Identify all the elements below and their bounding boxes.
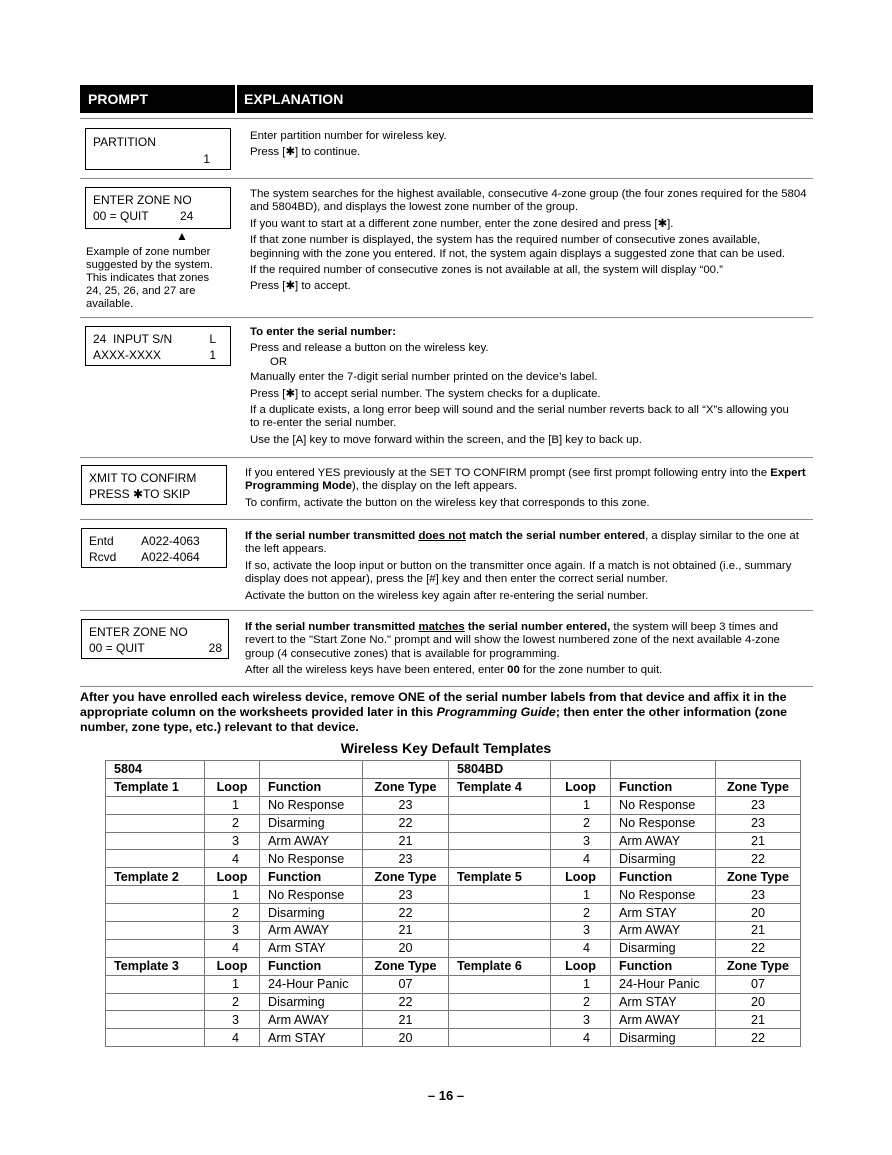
loop-cell: 1 <box>551 886 611 904</box>
zone-type-cell: 23 <box>363 886 449 904</box>
empty-cell <box>106 993 205 1011</box>
zone-type-cell: 22 <box>716 939 801 957</box>
zone-type-cell: 23 <box>716 886 801 904</box>
divider <box>80 519 813 520</box>
template-name: Template 2 <box>106 868 205 886</box>
zone-explanation <box>250 188 810 297</box>
mode-name: Expert Programming Mode <box>245 467 806 493</box>
column-header: Zone Type <box>363 778 449 796</box>
loop-cell: 2 <box>205 993 260 1011</box>
display-line: 00 = QUIT <box>89 641 145 655</box>
mismatch-display <box>81 528 227 568</box>
zone-type-cell: 21 <box>716 832 801 850</box>
up-arrow-icon: ▲ <box>176 229 188 243</box>
table-row <box>106 761 801 779</box>
empty-cell <box>449 939 551 957</box>
explanation-line: for the zone number to quit. <box>519 664 663 677</box>
empty-cell <box>106 1011 205 1029</box>
function-cell: Disarming <box>611 850 716 868</box>
table-row <box>106 1029 801 1047</box>
column-header: Loop <box>205 957 260 975</box>
loop-cell: 2 <box>205 814 260 832</box>
zone-type-cell: 23 <box>716 814 801 832</box>
explanation-line: ), the display on the left appears. <box>351 480 518 493</box>
empty-cell <box>449 850 551 868</box>
function-cell: Arm AWAY <box>260 1011 363 1029</box>
empty-cell <box>449 975 551 993</box>
zone-type-cell: 20 <box>716 904 801 922</box>
loop-cell: 1 <box>205 796 260 814</box>
explanation-line: If a duplicate exists, a long error beep will sound and the serial number reverts back to all “X”s allowing you to re-enter the serial number. <box>250 404 789 430</box>
function-cell: No Response <box>611 886 716 904</box>
explanation-line: If the required number of consecutive zones is not available at all, the system will display “00.” <box>250 264 723 277</box>
explanation-line: Press [✱] to accept. <box>250 280 351 293</box>
table-row <box>106 975 801 993</box>
function-cell: No Response <box>260 796 363 814</box>
zone-type-cell: 21 <box>716 922 801 940</box>
zone-type-cell: 20 <box>363 939 449 957</box>
zone-example-note: Example of zone number suggested by the system. This indicates that zones 24, 25, 26, and 27 are available. <box>86 246 213 310</box>
table-row <box>106 904 801 922</box>
table-row <box>106 850 801 868</box>
empty-cell <box>611 761 716 779</box>
explanation-line: Press [✱] to continue. <box>250 146 361 159</box>
empty-cell <box>106 796 205 814</box>
empty-cell <box>449 832 551 850</box>
explanation-line: Use the [A] key to move forward within the screen, and the [B] key to back up. <box>250 433 642 446</box>
match-display <box>81 619 229 659</box>
explanation-line: If you want to start at a different zone number, enter the zone desired and press [✱]. <box>250 217 674 230</box>
explanation-line: the system will beep 3 times and revert to the "Start Zone No." prompt and will show the lowest numbered zone of the next available 4-zone group (4 consecutive zones) that is available for programming. <box>245 621 780 660</box>
empty-cell <box>449 1011 551 1029</box>
empty-cell <box>106 922 205 940</box>
function-cell: Arm AWAY <box>611 1011 716 1029</box>
empty-cell <box>449 904 551 922</box>
model-header: 5804BD <box>449 761 551 779</box>
loop-cell: 4 <box>205 850 260 868</box>
partition-display <box>85 128 231 170</box>
empty-cell <box>551 761 611 779</box>
zone-type-cell: 21 <box>716 1011 801 1029</box>
zone-type-cell: 07 <box>716 975 801 993</box>
zone-type-cell: 21 <box>363 922 449 940</box>
column-header: Zone Type <box>716 868 801 886</box>
display-value: A022-4063 <box>141 534 200 548</box>
empty-cell <box>106 1029 205 1047</box>
empty-cell <box>106 850 205 868</box>
explanation-line: the serial number entered, <box>464 621 611 633</box>
explanation-line: If so, activate the loop input or button on the transmitter once again. If a match is not obtained (i.e., summary display does not appear), press the [#] key and then enter the correct serial number. <box>245 559 792 586</box>
explanation-line: , a display similar to the one at the left appears. <box>245 530 799 556</box>
empty-cell <box>363 761 449 779</box>
function-cell: Disarming <box>611 1029 716 1047</box>
table-row <box>106 922 801 940</box>
display-line: 24 INPUT S/N <box>93 332 173 346</box>
explanation-line: Press [✱] to accept serial number. The system checks for a duplicate. <box>250 387 601 400</box>
model-header: 5804 <box>106 761 205 779</box>
column-header: Loop <box>551 868 611 886</box>
zone-type-cell: 22 <box>716 1029 801 1047</box>
table-row <box>106 814 801 832</box>
quit-code: 00 <box>507 664 520 677</box>
explanation-line: The system searches for the highest available, consecutive 4-zone group (the four zones required for the 5804 and 5804BD), and displays the lowest zone number of the group. <box>250 188 807 214</box>
divider <box>80 610 813 611</box>
divider <box>80 118 813 119</box>
function-cell: 24-Hour Panic <box>611 975 716 993</box>
table-row <box>106 993 801 1011</box>
function-cell: Arm STAY <box>611 993 716 1011</box>
match-explanation <box>245 621 810 681</box>
column-header: Loop <box>551 778 611 796</box>
display-value: 1 <box>209 348 216 362</box>
loop-cell: 3 <box>551 1011 611 1029</box>
explanation-line: Press and release a button on the wireless key. <box>250 342 489 355</box>
explanation-line: If the serial number transmitted <box>245 621 419 633</box>
table-header <box>80 85 813 113</box>
display-line: ENTER ZONE NO <box>89 625 188 639</box>
empty-cell <box>449 922 551 940</box>
table-row <box>106 957 801 975</box>
loop-cell: 1 <box>551 975 611 993</box>
explanation-line: Enter partition number for wireless key. <box>250 130 447 142</box>
table-row <box>106 1011 801 1029</box>
zone-type-cell: 21 <box>363 1011 449 1029</box>
table-row <box>106 939 801 957</box>
emphasis: does not <box>418 530 466 542</box>
page-number: – 16 – <box>427 1088 465 1103</box>
template-name: Template 1 <box>106 778 205 796</box>
display-line: Entd <box>89 534 114 548</box>
function-cell: Disarming <box>260 993 363 1011</box>
partition-explanation <box>250 130 810 163</box>
empty-cell <box>449 1029 551 1047</box>
templates-table <box>105 760 801 1047</box>
loop-cell: 3 <box>551 832 611 850</box>
display-line: Rcvd <box>89 550 117 564</box>
empty-cell <box>260 761 363 779</box>
loop-cell: 2 <box>551 814 611 832</box>
empty-cell <box>449 993 551 1011</box>
zone-type-cell: 21 <box>363 832 449 850</box>
loop-cell: 2 <box>551 993 611 1011</box>
divider <box>80 457 813 458</box>
loop-cell: 1 <box>205 975 260 993</box>
explanation-line: If you entered YES previously at the SET TO CONFIRM prompt (see first prompt following entry into the <box>245 467 771 479</box>
function-cell: Disarming <box>260 904 363 922</box>
display-line: 00 = QUIT <box>93 209 149 223</box>
serial-explanation <box>250 326 810 450</box>
loop-cell: 3 <box>205 832 260 850</box>
guide-title: Programming Guide <box>436 705 556 719</box>
explanation-line: After all the wireless keys have been entered, enter <box>245 664 508 677</box>
zone-type-cell: 07 <box>363 975 449 993</box>
explanation-line: match the serial number entered <box>465 530 646 542</box>
function-cell: Arm AWAY <box>260 922 363 940</box>
function-cell: Arm AWAY <box>260 832 363 850</box>
function-cell: 24-Hour Panic <box>260 975 363 993</box>
display-value: 1 <box>203 152 210 166</box>
function-cell: No Response <box>611 796 716 814</box>
display-value: 24 <box>180 209 194 223</box>
explanation-line: Activate the button on the wireless key again after re-entering the serial number. <box>245 589 649 602</box>
instruction-text: ; then enter the other information (zone number, zone type, etc.) relevant to that device. <box>80 705 788 734</box>
empty-cell <box>716 761 801 779</box>
function-cell: No Response <box>260 850 363 868</box>
table-row <box>106 778 801 796</box>
explanation-heading: To enter the serial number: <box>250 326 396 338</box>
zone-type-cell: 23 <box>363 796 449 814</box>
zone-type-cell: 23 <box>363 850 449 868</box>
zone-type-cell: 20 <box>716 993 801 1011</box>
display-line: AXXX-XXXX <box>93 348 162 362</box>
table-title: Wireless Key Default Templates <box>340 740 552 756</box>
explanation-line: If the serial number transmitted <box>245 530 419 542</box>
loop-cell: 4 <box>551 850 611 868</box>
loop-cell: 4 <box>551 939 611 957</box>
empty-cell <box>449 796 551 814</box>
divider <box>80 317 813 318</box>
column-header: Zone Type <box>716 957 801 975</box>
table-row <box>106 796 801 814</box>
display-line: PARTITION <box>93 135 156 149</box>
loop-cell: 3 <box>551 922 611 940</box>
divider <box>80 686 813 687</box>
emphasis: matches <box>418 621 465 633</box>
template-name: Template 4 <box>449 778 551 796</box>
prompt-column-header: PROMPT <box>88 91 148 107</box>
loop-cell: 1 <box>205 886 260 904</box>
zone-display <box>85 187 231 229</box>
zone-type-cell: 22 <box>363 904 449 922</box>
table-row <box>106 868 801 886</box>
or-label: OR <box>270 355 288 368</box>
empty-cell <box>106 814 205 832</box>
instruction-text: After you have enrolled each wireless device, remove ONE of the serial number labels from that device and affix it in the appropriate column on the worksheets provided later in this <box>80 690 787 719</box>
function-cell: No Response <box>260 886 363 904</box>
explanation-line: Manually enter the 7-digit serial number printed on the device’s label. <box>250 371 598 384</box>
function-cell: Arm AWAY <box>611 922 716 940</box>
loop-cell: 2 <box>551 904 611 922</box>
enrollment-instructions <box>80 690 815 735</box>
empty-cell <box>449 814 551 832</box>
table-row <box>106 832 801 850</box>
explanation-column-header: EXPLANATION <box>244 91 344 107</box>
empty-cell <box>106 886 205 904</box>
display-value: 28 <box>208 641 222 655</box>
function-cell: Arm STAY <box>611 904 716 922</box>
template-name: Template 6 <box>449 957 551 975</box>
display-value: A022-4064 <box>141 550 200 564</box>
loop-cell: 3 <box>205 1011 260 1029</box>
loop-cell: 3 <box>205 922 260 940</box>
function-cell: Disarming <box>611 939 716 957</box>
display-value: L <box>209 332 216 346</box>
column-header: Zone Type <box>363 868 449 886</box>
xmit-display <box>81 465 227 505</box>
empty-cell <box>106 975 205 993</box>
column-header: Function <box>611 778 716 796</box>
empty-cell <box>449 886 551 904</box>
column-header: Function <box>611 868 716 886</box>
empty-cell <box>106 939 205 957</box>
column-header: Loop <box>205 868 260 886</box>
template-name: Template 5 <box>449 868 551 886</box>
column-header: Loop <box>551 957 611 975</box>
empty-cell <box>106 832 205 850</box>
explanation-line: To confirm, activate the button on the wireless key that corresponds to this zone. <box>245 496 650 509</box>
column-header: Function <box>260 957 363 975</box>
template-name: Template 3 <box>106 957 205 975</box>
column-header: Loop <box>205 778 260 796</box>
zone-type-cell: 22 <box>716 850 801 868</box>
empty-cell <box>106 904 205 922</box>
divider <box>80 178 813 179</box>
loop-cell: 4 <box>551 1029 611 1047</box>
display-line: PRESS ✱TO SKIP <box>89 487 191 501</box>
column-header: Zone Type <box>363 957 449 975</box>
mismatch-explanation <box>245 530 810 606</box>
function-cell: Arm STAY <box>260 1029 363 1047</box>
header-divider <box>235 85 237 113</box>
column-header: Zone Type <box>716 778 801 796</box>
function-cell: Arm AWAY <box>611 832 716 850</box>
zone-type-cell: 20 <box>363 1029 449 1047</box>
column-header: Function <box>260 778 363 796</box>
display-line: XMIT TO CONFIRM <box>89 471 197 485</box>
empty-cell <box>205 761 260 779</box>
xmit-explanation <box>245 467 810 513</box>
column-header: Function <box>260 868 363 886</box>
zone-type-cell: 22 <box>363 993 449 1011</box>
column-header: Function <box>611 957 716 975</box>
function-cell: Arm STAY <box>260 939 363 957</box>
table-row <box>106 886 801 904</box>
loop-cell: 4 <box>205 1029 260 1047</box>
loop-cell: 1 <box>551 796 611 814</box>
function-cell: No Response <box>611 814 716 832</box>
function-cell: Disarming <box>260 814 363 832</box>
loop-cell: 2 <box>205 904 260 922</box>
loop-cell: 4 <box>205 939 260 957</box>
serial-display <box>85 326 231 366</box>
display-line: ENTER ZONE NO <box>93 193 192 207</box>
zone-type-cell: 22 <box>363 814 449 832</box>
explanation-line: If that zone number is displayed, the system has the required number of consecutive zones available, beginning with the zone you entered. If not, the system again displays a suggested zone that can be used. <box>250 234 786 260</box>
zone-type-cell: 23 <box>716 796 801 814</box>
